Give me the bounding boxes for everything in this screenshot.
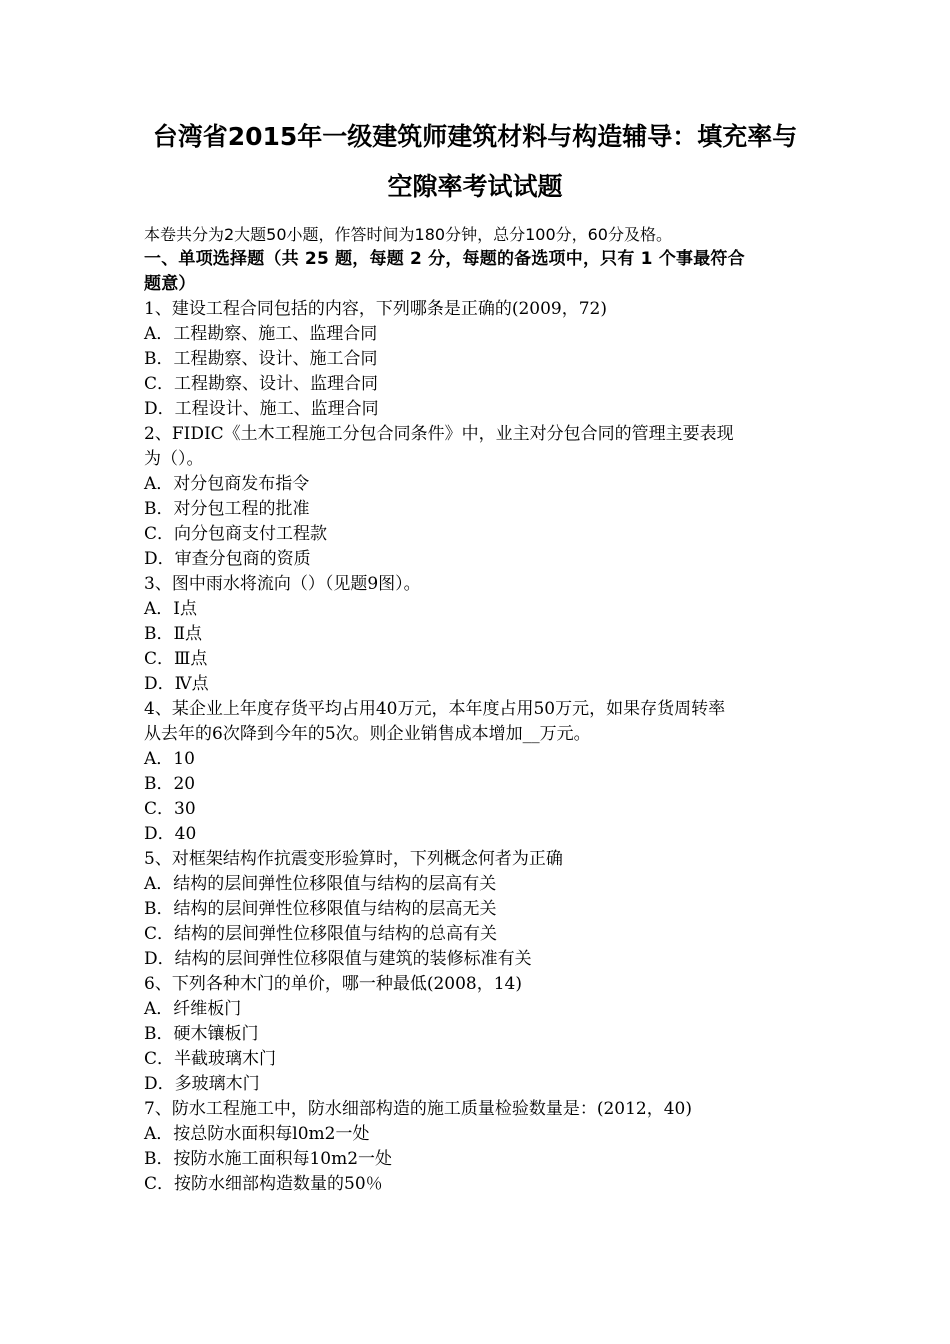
question-list xyxy=(144,297,810,1197)
answer-option: A．按总防水面积每l0m2一处 xyxy=(144,1124,370,1144)
section-heading-line-2: 题意） xyxy=(144,274,196,294)
document-title-line-1: 台湾省2015年一级建筑师建筑材料与构造辅导：填充率与 xyxy=(152,122,798,151)
question-block xyxy=(144,697,810,847)
question-stem: 2、FIDIC《土木工程施工分包合同条件》中，业主对分包合同的管理主要表现 xyxy=(144,424,734,444)
question-block xyxy=(144,847,810,972)
answer-option: B．20 xyxy=(144,774,196,794)
question-stem: 1、建设工程合同包括的内容，下列哪条是正确的(2009，72) xyxy=(144,299,607,319)
question-block xyxy=(144,1097,810,1197)
question-block xyxy=(144,422,810,572)
answer-option: B．结构的层间弹性位移限值与结构的层高无关 xyxy=(144,899,497,919)
question-stem: 5、对框架结构作抗震变形验算时，下列概念何者为正确 xyxy=(144,849,563,869)
answer-option: B．Ⅱ点 xyxy=(144,624,203,644)
question-block xyxy=(144,297,810,422)
section-heading-line-1: 一、单项选择题（共 25 题，每题 2 分，每题的备选项中，只有 1 个事最符合 xyxy=(144,249,745,269)
question-stem: 从去年的6次降到今年的5次。则企业销售成本增加__万元。 xyxy=(144,724,591,744)
question-block xyxy=(144,572,810,697)
answer-option: B．工程勘察、设计、施工合同 xyxy=(144,349,378,369)
answer-option: A．纤维板门 xyxy=(144,999,242,1019)
answer-option: C．半截玻璃木门 xyxy=(144,1049,277,1069)
answer-option: D．审查分包商的资质 xyxy=(144,549,311,569)
answer-option: C．按防水细部构造数量的50％ xyxy=(144,1174,383,1194)
answer-option: D．Ⅳ点 xyxy=(144,674,209,694)
answer-option: A．Ⅰ点 xyxy=(144,599,197,619)
exam-intro: 本卷共分为2大题50小题，作答时间为180分钟，总分100分，60分及格。 xyxy=(144,225,672,244)
answer-option: B．对分包工程的批准 xyxy=(144,499,310,519)
answer-option: C．向分包商支付工程款 xyxy=(144,524,328,544)
answer-option: C．Ⅲ点 xyxy=(144,649,208,669)
document-title-line-2: 空隙率考试试题 xyxy=(387,172,563,201)
answer-option: C．工程勘察、设计、监理合同 xyxy=(144,374,379,394)
document-body xyxy=(144,222,810,1197)
answer-option: D．多玻璃木门 xyxy=(144,1074,260,1094)
answer-option: A．对分包商发布指令 xyxy=(144,474,310,494)
answer-option: D．40 xyxy=(144,824,197,844)
answer-option: C．30 xyxy=(144,799,196,819)
question-stem: 3、图中雨水将流向（）（见题9图）。 xyxy=(144,574,421,594)
answer-option: B．按防水施工面积每10m2一处 xyxy=(144,1149,393,1169)
answer-option: A．结构的层间弹性位移限值与结构的层高有关 xyxy=(144,874,497,894)
question-stem: 6、下列各种木门的单价，哪一种最低(2008，14) xyxy=(144,974,522,994)
question-stem: 7、防水工程施工中，防水细部构造的施工质量检验数量是：(2012，40) xyxy=(144,1099,692,1119)
answer-option: D．结构的层间弹性位移限值与建筑的装修标准有关 xyxy=(144,949,532,969)
answer-option: A．工程勘察、施工、监理合同 xyxy=(144,324,378,344)
answer-option: A．10 xyxy=(144,749,195,769)
answer-option: B．硬木镶板门 xyxy=(144,1024,259,1044)
question-block xyxy=(144,972,810,1097)
answer-option: C．结构的层间弹性位移限值与结构的总高有关 xyxy=(144,924,498,944)
question-stem: 为（）。 xyxy=(144,449,204,469)
question-stem: 4、某企业上年度存货平均占用40万元，本年度占用50万元，如果存货周转率 xyxy=(144,699,726,719)
answer-option: D．工程设计、施工、监理合同 xyxy=(144,399,379,419)
